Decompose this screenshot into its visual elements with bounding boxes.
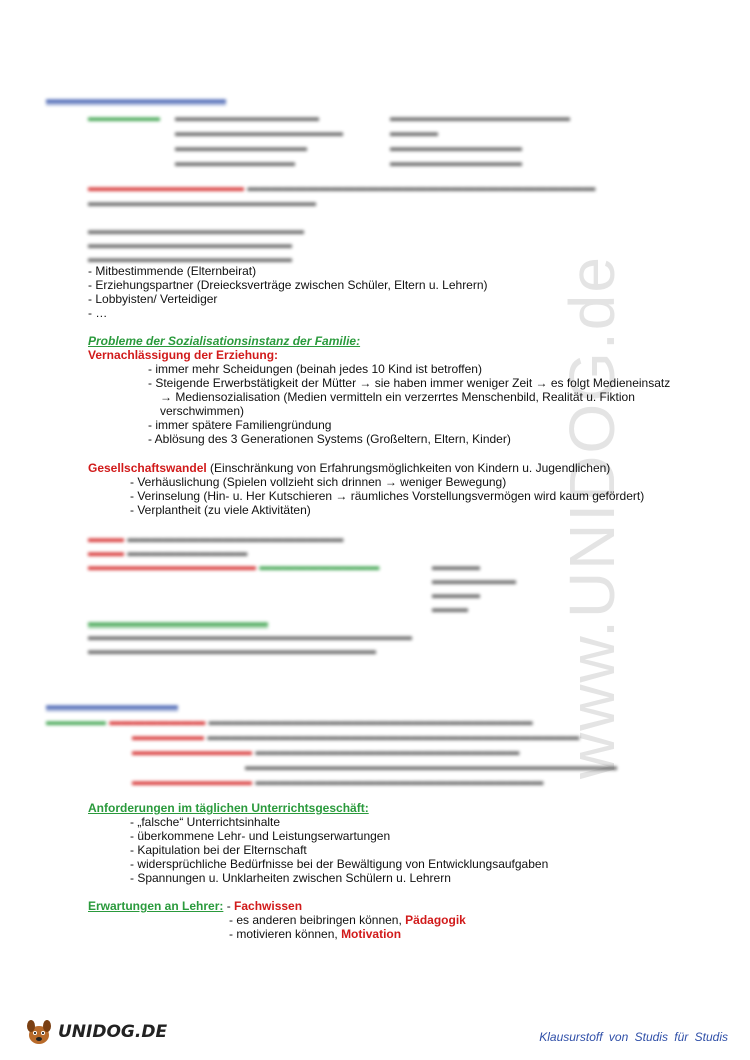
list-item: → Mediensozialisation (Medien vermitteln ein verzerrtes Menschenbild, Realität u. Fiktion [160, 390, 635, 404]
list-item: - „falsche“ Unterrichtsinhalte [130, 815, 281, 829]
list-item: - Kapitulation bei der Elternschaft [130, 843, 307, 857]
erwartungen-line-3 [229, 927, 401, 941]
erwartungen-keyword: Fachwissen [234, 899, 303, 913]
watermark: www.UNIDOG.de [556, 255, 628, 779]
gesellschaft-label: Gesellschaftswandel [88, 461, 207, 475]
list-item: - Verhäuslichung (Spielen vollzieht sich drinnen → weniger Bewegung) [130, 475, 507, 489]
list-item: - immer spätere Familiengründung [148, 418, 332, 432]
list-item: verschwimmen) [160, 404, 245, 418]
unidog-logo [24, 1018, 167, 1046]
list-item: - widersprüchliche Bedürfnisse bei der Bewältigung von Entwicklungsaufgaben [130, 857, 549, 871]
erwartungen-line-2 [229, 913, 466, 927]
anforderungen-heading: Anforderungen im täglichen Unterrichtsgeschäft: [88, 801, 369, 815]
list-item-text: Erziehungspartner (Dreiecksverträge zwischen Schüler, Eltern u. Lehrern) [95, 278, 488, 292]
gesellschaft-text: (Einschränkung von Erfahrungsmöglichkeiten von Kindern u. Jugendlichen) [206, 461, 611, 475]
dog-icon [24, 1018, 54, 1046]
list-item: - Ablösung des 3 Generationen Systems (Großeltern, Eltern, Kinder) [148, 432, 511, 446]
list-item-text: Lobbyisten/ Verteidiger [95, 292, 218, 306]
erwartungen-text: - motivieren können, [229, 927, 342, 941]
gesellschaft-line [88, 461, 610, 475]
list-item: - Spannungen u. Unklarheiten zwischen Schülern u. Lehrern [130, 871, 451, 885]
erwartungen-keyword: Pädagogik [405, 913, 466, 927]
list-item: - Lobbyisten/ Verteidiger [88, 292, 218, 306]
probleme-heading: Probleme der Sozialisationsinstanz der Familie: [88, 334, 361, 348]
list-item: - Verinselung (Hin- u. Her Kutschieren → räumliches Vorstellungsvermögen wird kaum gefördert) [130, 489, 645, 503]
logo-text: UNIDOG.DE [58, 1022, 168, 1042]
list-item: - Steigende Erwerbstätigkeit der Mütter → sie haben immer weniger Zeit → es folgt Medieneinsatz [148, 376, 671, 390]
list-item-text: … [95, 306, 108, 320]
erwartungen-heading: Erwartungen an Lehrer: [88, 899, 224, 913]
probleme-subheading: Vernachlässigung der Erziehung: [88, 348, 279, 362]
erwartungen-line-1 [88, 899, 302, 913]
list-item-text: Mitbestimmende (Elternbeirat) [95, 264, 257, 278]
erwartungen-text: - es anderen beibringen können, [229, 913, 406, 927]
list-item: - Erziehungspartner (Dreiecksverträge zwischen Schüler, Eltern u. Lehrern) [88, 278, 488, 292]
list-item: - Mitbestimmende (Elternbeirat) [88, 264, 257, 278]
list-item: - … [88, 306, 108, 320]
erwartungen-keyword: Motivation [341, 927, 402, 941]
erwartungen-text: - [223, 899, 235, 913]
list-item: - überkommene Lehr- und Leistungserwartungen [130, 829, 391, 843]
footer-tagline: Klausurstoff von Studis für Studis [539, 1030, 728, 1044]
list-item: - Verplantheit (zu viele Aktivitäten) [130, 503, 311, 517]
list-item: - immer mehr Scheidungen (beinah jedes 10 Kind ist betroffen) [148, 362, 482, 376]
